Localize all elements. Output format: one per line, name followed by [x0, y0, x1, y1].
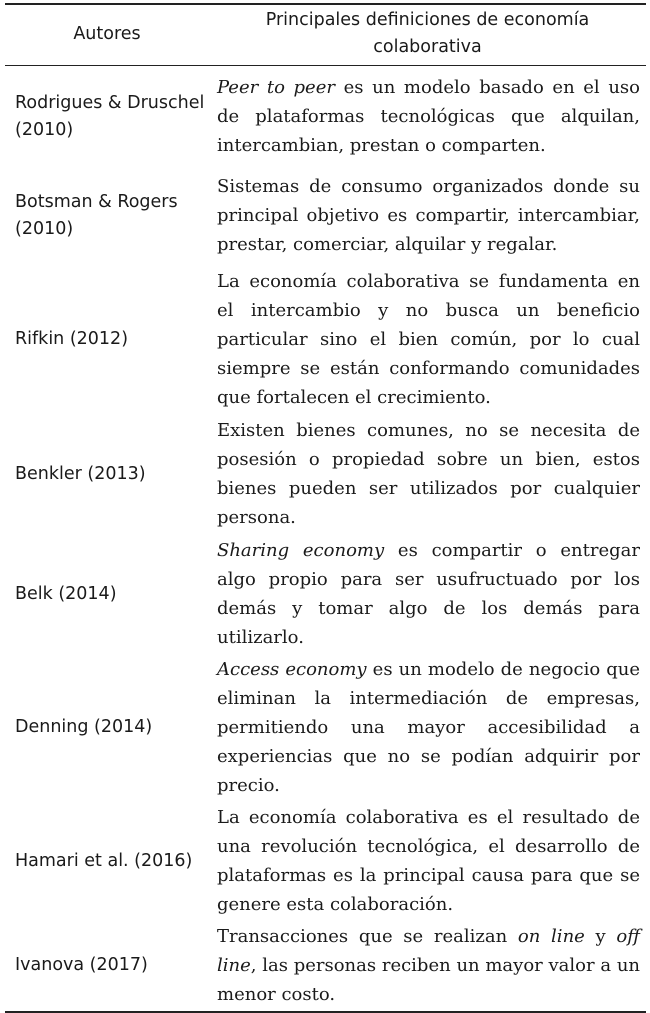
- table-row: [5, 802, 646, 921]
- author-cell: Benkler (2013): [15, 464, 146, 484]
- table-row: [5, 265, 646, 415]
- definition-text: y: [584, 925, 617, 947]
- definition-cell: [209, 66, 646, 168]
- definition-text: es un modelo basado en el uso de plataformas tecnológicas que alquilan, intercambian, prestan o comparten.: [217, 76, 640, 156]
- table-row: [5, 654, 646, 802]
- definition-emphasis: Peer to peer: [217, 76, 335, 98]
- definition-text: es un modelo de negocio que eliminan la intermediación de empresas, permitiendo una mayor accesibilidad a experiencias que no se podían adquirir por precio.: [217, 658, 640, 796]
- definition-text: , las personas reciben un mayor valor a un menor costo.: [217, 954, 640, 1005]
- header-definitions: Principales definiciones de economía colaborativa: [265, 10, 590, 57]
- definition-emphasis: Sharing economy: [217, 539, 385, 561]
- definition-emphasis: Access economy: [217, 658, 367, 680]
- definition-cell: [209, 921, 646, 1012]
- author-cell: Rifkin (2012): [15, 329, 129, 349]
- definition-cell: Sistemas de consumo organizados donde su principal objetivo es compartir, intercambiar, prestar, comerciar, alquilar y regalar.: [217, 176, 640, 255]
- header-row: [5, 4, 646, 66]
- table-row: [5, 921, 646, 1012]
- definition-text: Transacciones que se realizan: [217, 925, 518, 947]
- definitions-table-container: [5, 3, 646, 1013]
- header-authors: Autores: [73, 23, 141, 44]
- definition-cell: La economía colaborativa se fundamenta en el intercambio y no busca un beneficio particular sino el bien común, por lo cual siempre se están conformando comunidades que fortalecen el crecimiento.: [217, 270, 640, 408]
- table-row: [5, 535, 646, 654]
- author-cell: Denning (2014): [15, 717, 153, 737]
- author-cell: Ivanova (2017): [15, 955, 148, 975]
- table-row: [5, 415, 646, 535]
- author-cell: Rodrigues & Druschel (2010): [15, 92, 205, 140]
- definition-emphasis: off line: [217, 925, 640, 976]
- definition-cell: [209, 654, 646, 802]
- table-row: [5, 66, 646, 168]
- definitions-table: [5, 3, 646, 1013]
- table-body: [5, 66, 646, 1012]
- definition-text: es compartir o entregar algo propio para ser usufructuado por los demás y tomar algo de los demás para utilizarlo.: [217, 539, 641, 648]
- definition-emphasis: on line: [517, 925, 585, 947]
- definition-cell: La economía colaborativa es el resultado de una revolución tecnológica, el desarrollo de plataformas es la principal causa para que se genere esta colaboración.: [217, 806, 640, 915]
- author-cell: Hamari et al. (2016): [15, 850, 193, 871]
- definition-cell: Existen bienes comunes, no se necesita de posesión o propiedad sobre un bien, estos bienes pueden ser utilizados por cualquier persona.: [217, 420, 640, 528]
- definition-cell: [209, 535, 646, 654]
- table-header: [5, 4, 646, 66]
- table-row: [5, 168, 646, 265]
- author-cell: Botsman & Rogers (2010): [15, 192, 178, 239]
- author-cell: Belk (2014): [15, 583, 117, 604]
